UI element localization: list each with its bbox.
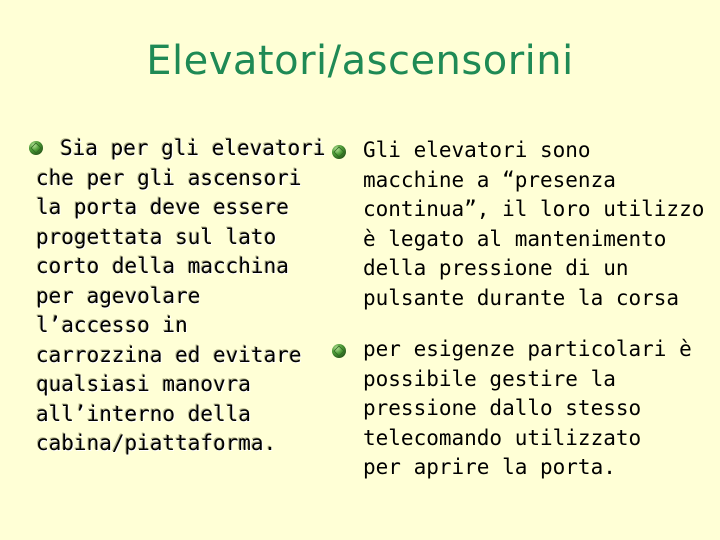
bullet-line: all’interno della [36, 401, 251, 426]
bullet-line: possibile gestire la [363, 366, 616, 391]
bullet-line: pulsante durante la corsa [363, 285, 680, 310]
bullet-line: che per gli ascensori [36, 165, 302, 190]
bullet-line: è legato al mantenimento [363, 226, 667, 251]
bullet-line: per aprire la porta. [363, 455, 616, 479]
green-gem-bullet-icon [331, 343, 347, 359]
green-gem-bullet-icon [331, 144, 347, 160]
bullet-line: telecomando utilizzato [363, 425, 642, 450]
bullet-line: per agevolare [36, 283, 201, 308]
right-column [355, 136, 710, 483]
bullet-line: qualsiasi manovra [36, 372, 251, 396]
bullet-line: corto della macchina [36, 254, 289, 278]
bullet-line: macchine a “presenza [363, 167, 616, 192]
bullet-item [36, 134, 336, 459]
bullet-line: progettata sul lato [36, 224, 277, 249]
bullet-line: per esigenze particolari è [363, 337, 692, 361]
bullet-line: carrozzina ed evitare [36, 342, 302, 367]
bullet-line: continua”, il loro utilizzo [363, 197, 705, 221]
bullet-line: pressione dallo stesso [363, 396, 642, 420]
bullet-item [355, 335, 710, 483]
bullet-item [355, 136, 710, 313]
bullet-line: la porta deve essere [36, 195, 289, 219]
bullet-line: l’accesso in [36, 313, 188, 337]
left-column [36, 134, 336, 459]
bullet-line: della pressione di un [363, 256, 629, 280]
green-gem-bullet-icon [28, 140, 44, 156]
bullet-line: Gli elevatori sono [363, 138, 591, 162]
bullet-line: Sia per gli elevatori [60, 136, 326, 160]
slide-title: Elevatori/ascensorini [146, 38, 574, 84]
bullet-line: cabina/piattaforma. [36, 431, 277, 455]
